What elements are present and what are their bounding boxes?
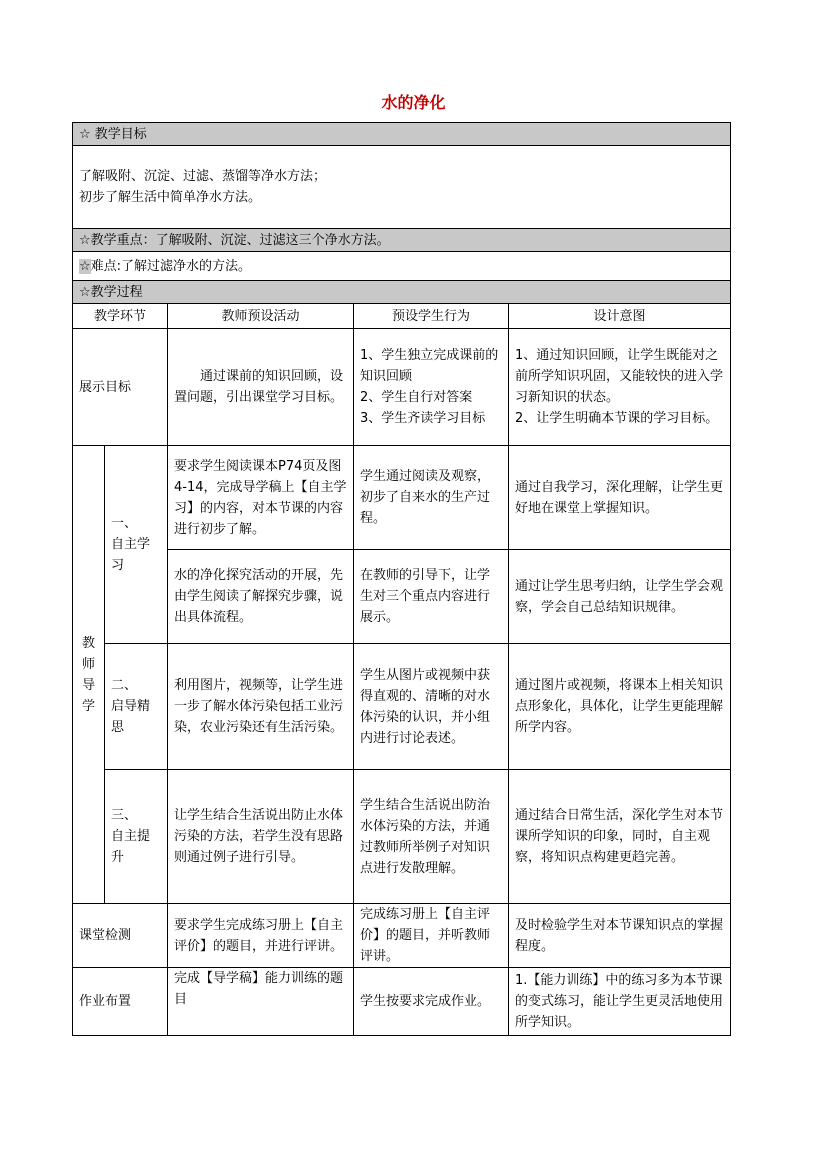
student-cell: 完成练习册上【自主评价】的题目，并听教师评讲。 [354,904,509,968]
objective-line: 了解吸附、沉淀、过滤、蒸馏等净水方法； [79,169,327,184]
intent-cell: 及时检验学生对本节课知识点的掌握程度。 [509,904,731,968]
table-row [73,550,731,644]
stage-cell: 二、 启导精思 [105,644,168,770]
guide-label: 教师导学 [81,635,95,714]
objectives-heading: ☆ 教学目标 [73,123,731,146]
process-heading: ☆教学过程 [73,281,731,304]
stage-cell: 三、 自主提升 [105,770,168,904]
star-icon: ☆ [79,258,91,274]
student-cell: 学生通过阅读及观察，初步了自来水的生产过程。 [354,446,509,550]
objectives-body [73,146,731,229]
column-header: 设计意图 [509,304,731,329]
table-row [73,329,731,446]
intent-cell: 通过结合日常生活，深化学生对本节课所学知识的印象，同时，自主观察，将知识点构建更趋完善。 [509,770,731,904]
teacher-cell: 水的净化探究活动的开展，先由学生阅读了解探究步骤，说出具体流程。 [168,550,354,644]
intent-cell: 1、通过知识回顾，让学生既能对之前所学知识巩固，又能较快的进入学习新知识的状态。 2、让学生明确本节课的学习目标。 [509,329,731,446]
teacher-cell: 让学生结合生活说出防止水体污染的方法，若学生没有思路则通过例子进行引导。 [168,770,354,904]
intent-cell: 通过自我学习，深化理解，让学生更好地在课堂上掌握知识。 [509,446,731,550]
difficulty-row [73,252,731,281]
table-row [73,644,731,770]
stage-cell: 作业布置 [73,968,168,1036]
intent-cell: 通过图片或视频，将课本上相关知识点形象化，具体化，让学生更能理解所学内容。 [509,644,731,770]
teacher-cell: 利用图片，视频等，让学生进一步了解水体污染包括工业污染，农业污染还有生活污染。 [168,644,354,770]
student-cell: 学生按要求完成作业。 [354,968,509,1036]
student-cell: 学生结合生活说出防治水体污染的方法，并通过教师所举例子对知识点进行发散理解。 [354,770,509,904]
teacher-cell: 完成【导学稿】能力训练的题目 [168,968,354,1036]
teacher-cell: 通过课前的知识回顾，设置问题，引出课堂学习目标。 [168,329,354,446]
table-row [73,904,731,968]
lesson-plan-table [72,122,731,1036]
teacher-cell: 要求学生完成练习册上【自主评价】的题目，并进行评讲。 [168,904,354,968]
table-row [73,770,731,904]
page-title: 水的净化 [381,93,446,112]
objective-line: 初步了解生活中简单净水方法。 [79,190,262,205]
student-cell: 学生从图片或视频中获得直观的、清晰的对水体污染的认识，并小组内进行讨论表述。 [354,644,509,770]
table-row [73,446,731,550]
intent-cell: 1.【能力训练】中的练习多为本节课的变式练习，能让学生更灵活地使用所学知识。 [509,968,731,1036]
key-point-row: ☆教学重点：了解吸附、沉淀、过滤这三个净水方法。 [73,229,731,252]
table-row [73,968,731,1036]
column-header-row [73,304,731,329]
stage-cell: 展示目标 [73,329,168,446]
difficulty-text: 难点:了解过滤净水的方法。 [90,258,252,274]
column-header: 教师预设活动 [168,304,354,329]
student-cell: 在教师的引导下，让学生对三个重点内容进行展示。 [354,550,509,644]
intent-cell: 通过让学生思考归纳，让学生学会观察，学会自己总结知识规律。 [509,550,731,644]
column-header: 预设学生行为 [354,304,509,329]
guide-label-cell [73,446,105,904]
teacher-cell: 要求学生阅读课本P74页及图4-14，完成导学稿上【自主学习】的内容，对本节课的内容进行初步了解。 [168,446,354,550]
column-header: 教学环节 [73,304,168,329]
stage-cell: 课堂检测 [73,904,168,968]
student-cell: 1、学生独立完成课前的知识回顾 2、学生自行对答案 3、学生齐读学习目标 [354,329,509,446]
stage-cell: 一、 自主学习 [105,446,168,644]
